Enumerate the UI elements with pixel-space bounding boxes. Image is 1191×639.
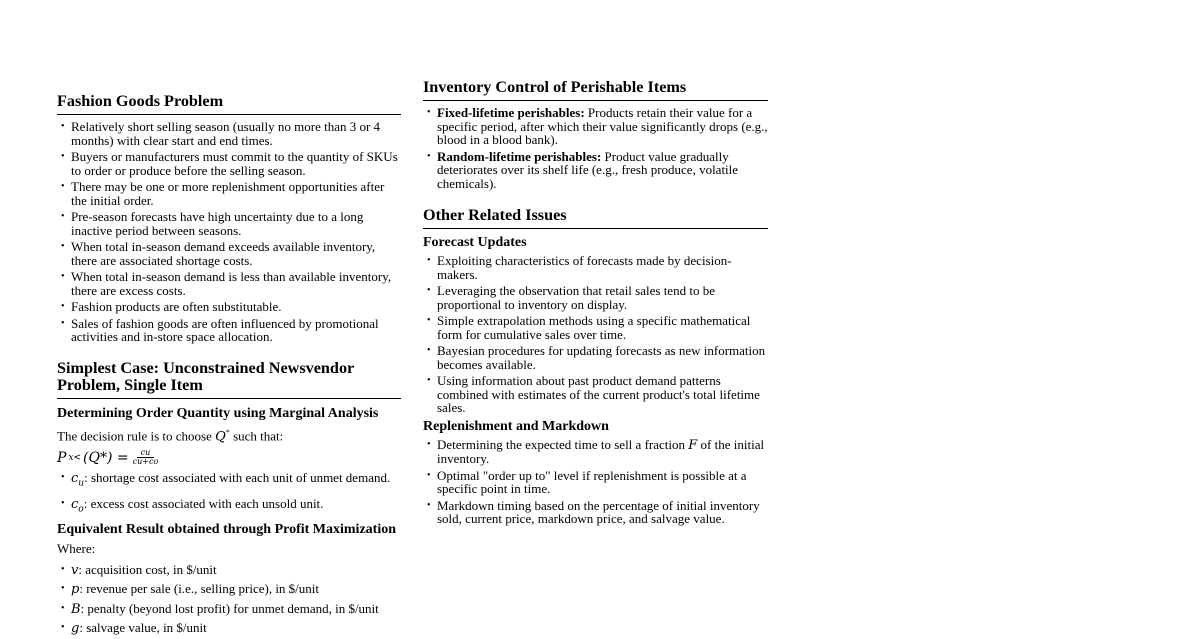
rule-suffix: such that: [233,428,284,444]
list-item [57,563,401,578]
replen-list [423,438,768,526]
list-item: • Exploiting characteristics of forecasts made by decision-makers. [423,254,768,281]
item-bold: Random-lifetime perishables: [437,148,602,164]
list-item: • Fashion products are often substitutable. [57,300,401,314]
list-item: • When total in-season demand is less than available inventory, there are excess costs. [57,270,401,297]
list-item: • Simple extrapolation methods using a specific mathematical form for cumulative sales over time. [423,314,768,341]
list-item [57,582,401,597]
rule-prefix: The decision rule is to choose [57,428,212,444]
var-text: : revenue per sale (i.e., selling price), in $/unit [79,581,320,597]
item-text: of the initial inventory. [437,436,765,466]
var-symbol: p [71,582,80,598]
list-item [423,469,768,496]
cost-sub: o [78,505,84,516]
item-text: Determining the expected time to sell a fraction [437,436,689,452]
forecast-list [423,254,768,415]
list-item: • Bayesian procedures for updating forecasts as new information becomes available. [423,344,768,371]
formula-arg: (Q*) = [83,449,129,466]
var-symbol: v [71,562,79,578]
other-section [423,207,768,529]
list-item: • Leveraging the observation that retail sales tend to be proportional to inventory on display. [423,284,768,311]
item-text: Product value gradually deteriorates over its shelf life (e.g., fresh produce, volatile chemicals). [437,148,739,191]
var-text: : penalty (beyond lost profit) for unmet demand, in $/unit [80,600,379,616]
var-text: : salvage value, in $/unit [79,620,207,636]
cost-list [57,471,401,517]
cost-text: : excess cost associated with each unsold unit. [83,496,324,512]
list-item [423,150,768,191]
fashion-section [57,93,401,347]
item-text: Optimal "order up to" level if replenishment is possible at a specific point in time. [437,467,747,496]
list-item [57,621,401,636]
list-item: • Sales of fashion goods are often influenced by promotional activities and in-store space allocation. [57,317,401,344]
list-item [57,602,401,617]
list-item: • Pre-season forecasts have high uncertainty due to a long inactive period between seasons. [57,210,401,237]
list-item [423,499,768,526]
list-item [57,471,401,491]
simplest-section [57,360,401,639]
list-item [423,106,768,147]
perishable-section [423,79,768,193]
profit-heading: Equivalent Result obtained through Profit Maximization [57,521,397,537]
rule-var: Q [215,429,226,445]
forecast-heading: Forecast Updates [423,235,527,250]
vars-list [57,563,401,636]
simplest-title: Simplest Case: Unconstrained Newsvendor Problem, Single Item [57,360,401,399]
item-text: Markdown timing based on the percentage of initial inventory sold, current price, markdown price, and salvage value. [437,497,760,526]
newsvendor-formula [57,449,401,466]
cost-symbol: c [71,497,79,513]
list-item: • When total in-season demand exceeds available inventory, there are associated shortage costs. [57,240,401,267]
cost-symbol: c [71,471,79,487]
var-symbol: B [71,601,81,617]
item-bold: Fixed-lifetime perishables: [437,105,585,120]
formula-sub: x< [68,452,82,463]
item-text: Products retain their value for a specific period, after which their value significantly drops (e.g., blood in a blood bank). [437,105,768,147]
fashion-list [57,120,401,344]
replen-heading: Replenishment and Markdown [423,418,609,434]
var-symbol: g [71,621,80,637]
list-item: • Buyers or manufacturers must commit to the quantity of SKUs to order or produce before the selling season. [57,150,401,177]
marginal-heading: Determining Order Quantity using Marginal Analysis [57,406,379,421]
formula-fraction [133,449,159,466]
item-symbol: F [688,437,698,453]
fashion-title: Fashion Goods Problem [57,93,401,115]
list-item: • Relatively short selling season (usually no more than 3 or 4 months) with clear start and end times. [57,120,401,147]
list-item [423,438,768,466]
cost-sub: u [78,478,85,489]
list-item [57,497,401,517]
decision-rule: The decision rule is to choose Q* such that: [57,428,284,445]
list-item: • Using information about past product demand patterns combined with estimates of the current product's total lifetime sales. [423,374,768,415]
perishable-list [423,106,768,190]
cost-text: : shortage cost associated with each unit of unmet demand. [84,470,391,486]
where-label: Where: [57,540,96,556]
list-item: • There may be one or more replenishment opportunities after the initial order. [57,180,401,207]
formula-den: cu+co [132,457,159,467]
formula-num: cu [137,449,155,458]
other-title: Other Related Issues [423,207,768,229]
var-text: : acquisition cost, in $/unit [78,561,217,577]
formula-lhs: P [57,449,67,466]
perishable-title: Inventory Control of Perishable Items [423,79,768,101]
